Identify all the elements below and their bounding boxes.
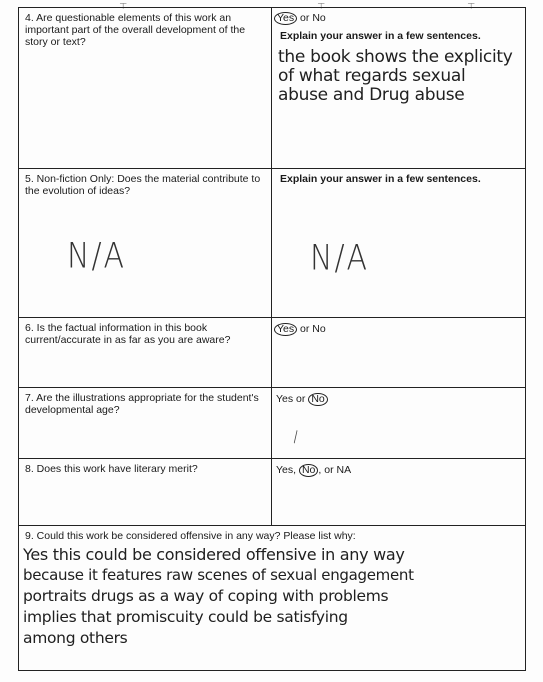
option-no[interactable]: No xyxy=(312,12,326,24)
handwriting-line: portraits drugs as a way of coping with problems xyxy=(23,587,389,605)
scan-mark: ┬ xyxy=(318,0,325,8)
handwriting-line: of what regards sexual xyxy=(278,66,466,86)
question-text: 4. Are questionable elements of this work an important part of the overall development of the story or text? xyxy=(25,12,246,48)
handwritten-answer xyxy=(23,544,523,649)
question-cell xyxy=(19,459,272,525)
selected-option-no[interactable]: No xyxy=(308,393,327,406)
question-cell xyxy=(19,8,272,168)
handwritten-na: N/A xyxy=(67,236,127,277)
answer-cell xyxy=(272,8,525,168)
question-text: 6. Is the factual information in this book current/accurate in as far as you are aware? xyxy=(25,322,231,346)
question-row-8 xyxy=(19,459,525,526)
question-text: 8. Does this work have literary merit? xyxy=(25,463,198,475)
answer-cell xyxy=(272,318,525,387)
yes-no-options xyxy=(276,393,328,406)
question-cell xyxy=(19,318,272,387)
handwritten-answer xyxy=(278,48,513,105)
question-text: 5. Non-fiction Only: Does the material contribute to the evolution of ideas? xyxy=(25,173,261,197)
explain-prompt: Explain your answer in a few sentences. xyxy=(280,30,481,42)
merit-options xyxy=(276,464,351,477)
evaluation-table xyxy=(18,7,526,671)
handwriting-line: among others xyxy=(23,629,128,647)
handwriting-line: abuse and Drug abuse xyxy=(278,85,465,105)
selected-option-yes[interactable]: Yes xyxy=(274,323,297,336)
question-cell xyxy=(19,169,272,317)
yes-no-options xyxy=(274,323,326,336)
answer-cell xyxy=(272,388,525,458)
scan-mark: ┬ xyxy=(120,0,127,8)
handwritten-na: N/A xyxy=(310,238,370,279)
question-row-7 xyxy=(19,388,525,459)
handwriting-line: because it features raw scenes of sexual engagement xyxy=(23,566,414,584)
question-cell xyxy=(19,388,272,458)
question-text: 7. Are the illustrations appropriate for the student's developmental age? xyxy=(25,392,259,416)
handwriting-line: implies that promiscuity could be satisfying xyxy=(23,608,348,626)
question-row-6 xyxy=(19,318,525,388)
selected-option-yes[interactable]: Yes xyxy=(274,12,297,25)
option-yes[interactable]: Yes, xyxy=(276,464,299,476)
question-row-9 xyxy=(19,526,525,672)
handwriting-line: Yes this could be considered offensive in any way xyxy=(23,545,405,564)
question-row-5 xyxy=(19,169,525,318)
stray-pen-mark: ╲ xyxy=(289,431,301,444)
option-no[interactable]: or No xyxy=(297,323,326,335)
option-yes[interactable]: Yes or xyxy=(276,393,309,405)
scan-mark: ┬ xyxy=(468,0,475,8)
yes-no-options: Yes or No xyxy=(274,12,326,25)
selected-option-no[interactable]: No xyxy=(299,464,318,477)
answer-cell xyxy=(272,169,525,317)
handwriting-line: the book shows the explicity xyxy=(278,47,513,67)
explain-prompt: Explain your answer in a few sentences. xyxy=(280,173,481,185)
answer-cell xyxy=(272,459,525,525)
question-text: 9. Could this work be considered offensive in any way? Please list why: xyxy=(25,530,356,542)
option-na[interactable]: , or NA xyxy=(318,464,352,476)
question-row-4 xyxy=(19,8,525,169)
